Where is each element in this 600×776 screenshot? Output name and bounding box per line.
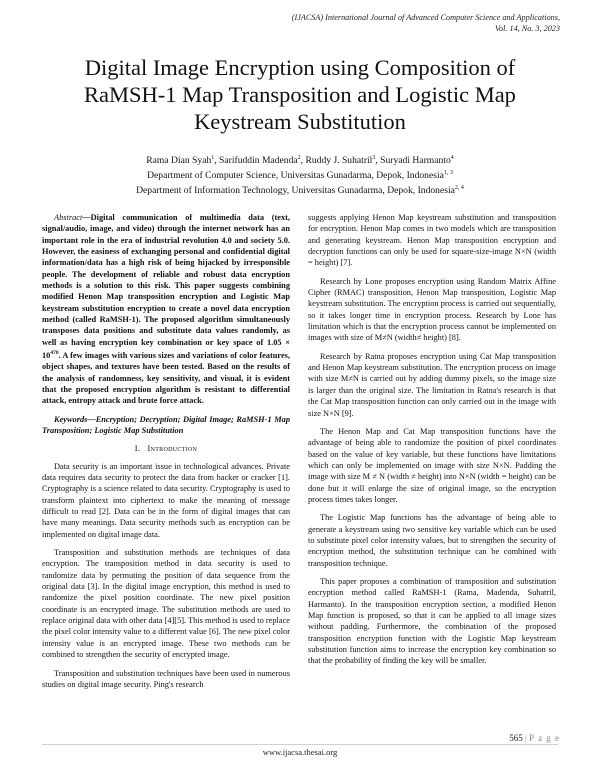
author-list: Rama Dian Syah$^1$, Sarifuddin Madenda$^2$, Ruddy J. Suhatril$^3$, Suryadi Harmanto$^4$: [146, 155, 454, 167]
keywords: Keywords—Encryption; Decryption; Digital Image; RaMSH-1 Map Transposition; Logistic Map Substitution: [42, 414, 290, 435]
left-column: [42, 212, 290, 697]
keywords-label: Keywords: [54, 414, 88, 424]
journal-url: www.ijacsa.thesai.org: [262, 747, 338, 757]
right-column: [308, 212, 556, 674]
paper-title: Digital Image Encryption using Composition of RaMSH-1 Map Transposition and Logistic Map Keystream Substitution: [84, 55, 516, 134]
author-name: Ruddy J. Suhatril: [305, 155, 373, 167]
body-paragraph: This paper proposes a combination of transposition and substitution encryption method called RaMSH-1 (Rama, Madenda, Suhatril, Harmanto). In the transposition encryption section, a modified Henon Map function is proposed, so that it can be applied to all image sizes without padding. Furthermore, the combination of the proposed transposition encryption function with the Logistic Map keystream substitution function aims to increase the encryption key combination so that the probability of finding the key will be smaller.: [308, 576, 556, 666]
body-paragraph: suggests applying Henon Map keystream substitution and transposition for encryption. Henon Map comes in two models which are transposition and generating keystream. Henon Map transposition encryption and decryption functions can only be used for square-size-image N×N (width = height) [7].: [308, 213, 556, 268]
keywords-text: Encryption; Decryption; Digital Image; RaMSH-1 Map Transposition; Logistic Map Substitution: [42, 414, 290, 435]
journal-header: [140, 12, 560, 34]
affiliation-2: Department of Information Technology, Universitas Gunadarma, Depok, Indonesia$^{2, 4}$: [136, 185, 464, 197]
author-block: [40, 152, 560, 198]
journal-header-line1: (IJACSA) International Journal of Advanced Computer Science and Applications,: [291, 13, 560, 22]
author-name: Rama Dian Syah: [146, 155, 212, 167]
body-paragraph: Data security is an important issue in technological advances. Private data requires data security to protect the data from hacker or cracker [1]. Cryptography is a science related to data security. Cryptography is used to transform plaintext into ciphertext to make the meaning of message difficult to read [2]. Data can be in the form of digital images that can have many meanings. Data security methods such as encryption can be implemented on digital image data.: [42, 461, 290, 539]
page-number: 565 | P a g e: [509, 733, 560, 743]
footer-divider: [42, 744, 558, 745]
affiliation-1: Department of Computer Science, Universitas Gunadarma, Depok, Indonesia$^{1, 3}$: [147, 170, 453, 182]
body-paragraph: Transposition and substitution methods are techniques of data encryption. The transposition method in data security is used to randomize data by permuting the position of data sequence from the original data [3]. In the digital image encryption, this method is used to randomize the pixel position coordinate. The new pixel position coordinate is an encrypted image. The substitution methods are used to replace original data with other data [4][5]. This method is used to replace the pixel color intensity value to a different value [6]. The new pixel color intensity value is an encrypted image. These two methods can be combined to strengthen the security of encrypted image.: [42, 548, 290, 660]
abstract: Abstract—Digital communication of multimedia data (text, signal/audio, image, and video) through the internet network has an important role in the era of industrial revolution 4.0 and society 5.0. However, the easiness of exchanging personal and confidential digital information/data has a high risk of being hijacked by irresponsible people. The development of reliable and robust data encryption methods is a solution to this risk. This paper suggests combining modified Henon Map transposition encryption and Logistic Map keystream substitution encryption to create a novel data encryption method (called RaMSH-1). The proposed algorithm simultaneously transposes data positions and substitute data values randomly, as well as having encryption key combination or key space of $1.05 \times 10^{470}$. A few images with various sizes and variations of color features, object shapes, and textures have been tested. Based on the results of the analysis of randomness, key sensitivity, and visual, it is evident that the proposed encryption algorithm is resistant to differential attack, entropy attack and brute force attack.: [42, 213, 290, 406]
journal-header-line2: Vol. 14, No. 3, 2023: [494, 24, 560, 33]
body-paragraph: Transposition and substitution techniques have been used in numerous studies on digital image security. Ping's research: [42, 668, 290, 689]
abstract-text: Digital communication of multimedia data (text, signal/audio, image, and video) through the internet network has an important role in the era of industrial revolution 4.0 and society 5.0. However, the easiness of exchanging personal and confidential digital information/data has a high risk of being hijacked by irresponsible people. The development of reliable and robust data encryption methods is a solution to this risk. This paper suggests combining modified Henon Map transposition encryption and Logistic Map keystream substitution encryption to create a novel data encryption method (called RaMSH-1). The proposed algorithm simultaneously transposes data positions and substitute data values randomly, as well as having encryption key combination or key space of $1.05 \times 10^{470}$. A few images with various sizes and variations of color features, object shapes, and textures have been tested. Based on the results of the analysis of randomness, key sensitivity, and visual, it is evident that the proposed encryption algorithm is resistant to differential attack, entropy attack and brute force attack.: [42, 213, 290, 406]
body-paragraph: Research by Lone proposes encryption using Random Matrix Affine Cipher (RMAC) transposition, Henon Map transposition, Logistic Map keystream substitution. The encryption process is carried out sequentially, so it takes longer time in encryption process. Research by Lone has limitation which is that the encryption process cannot be implemented on images with size of M≠N (width≠ height) [8].: [308, 276, 556, 343]
body-paragraph: Research by Ratna proposes encryption using Cat Map transposition and Henon Map keystream substitution. The encryption process on image with size M≠N is carried out by adding dummy pixels, so the image size is larger than the original size. The limitation in Ratna's research is that the Cat Map transposition function can only carried out in the image with size N×N [9].: [308, 351, 556, 418]
author-name: Sarifuddin Madenda: [219, 155, 298, 167]
abstract-label: Abstract: [54, 213, 83, 222]
body-paragraph: The Henon Map and Cat Map transposition functions have the advantage of being able to randomize the position of pixel coordinates based on the value of key variable, but these functions have limitations which can only be implemented on image with size N×N. Padding the image with size M ≠ N (width ≠ height) into N×N (width = height) can be done but it will enlarge the size of original image, so the encryption process times takes longer.: [308, 426, 556, 504]
body-paragraph: The Logistic Map functions has the advantage of being able to generate a keystream using two sensitive key variable which can be used to substitute pixel color intensity values, but to strengthen the security of encryption method, the substitution technique can be combined with transposition technique.: [308, 513, 556, 568]
section-heading-introduction: I. Introduction: [134, 444, 198, 454]
author-name: Suryadi Harmanto: [380, 155, 451, 167]
